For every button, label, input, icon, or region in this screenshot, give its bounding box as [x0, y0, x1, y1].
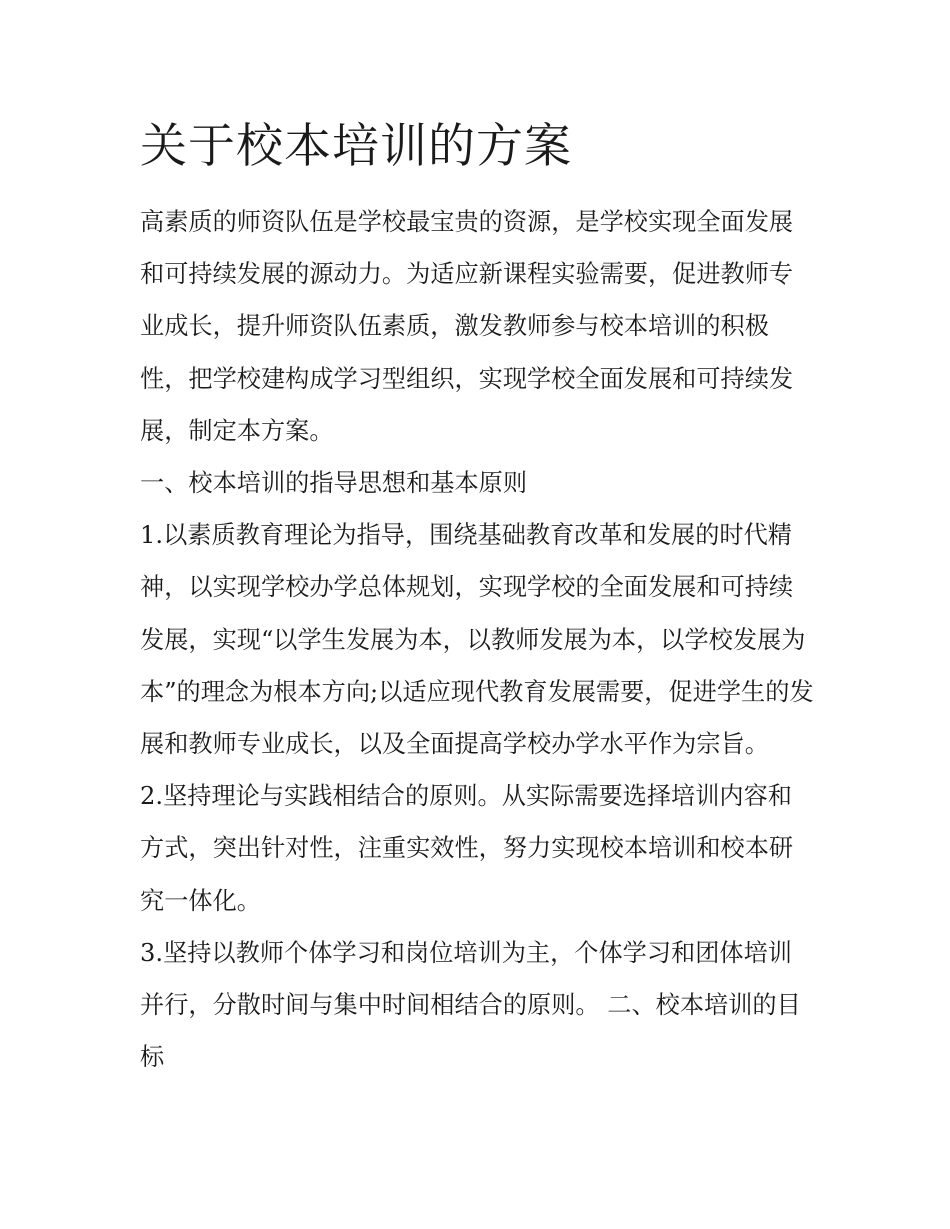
intro-paragraph: 高素质的师资队伍是学校最宝贵的资源，是学校实现全面发展和可持续发展的源动力。为适应新课程实验需要，促进教师专业成长，提升师资队伍素质，激发教师参与校本培训的积极性，把学校建构成学习型组织，实现学校全面发展和可持续发展，制定本方案。: [140, 208, 794, 445]
document-body: [140, 196, 816, 1083]
section-heading: 一、校本培训的指导思想和基本原则: [140, 469, 528, 498]
principle-1-paragraph: 1.以素质教育理论为指导，围绕基础教育改革和发展的时代精神，以实现学校办学总体规划，实现学校的全面发展和可持续发展，实现“以学生发展为本，以教师发展为本，以学校发展为本”的理念为根本方向;以适应现代教育发展需要，促进学生的发展和教师专业成长，以及全面提高学校办学水平作为宗旨。: [140, 521, 814, 759]
principle-2-paragraph: 2.坚持理论与实践相结合的原则。从实际需要选择培训内容和方式，突出针对性，注重实效性，努力实现校本培训和校本研究一体化。: [140, 782, 794, 915]
principle-3-paragraph: 3.坚持以教师个体学习和岗位培训为主，个体学习和团体培训并行，分散时间与集中时间相结合的原则。 二、校本培训的目标: [140, 938, 801, 1072]
document-title: 关于校本培训的方案: [140, 119, 572, 174]
